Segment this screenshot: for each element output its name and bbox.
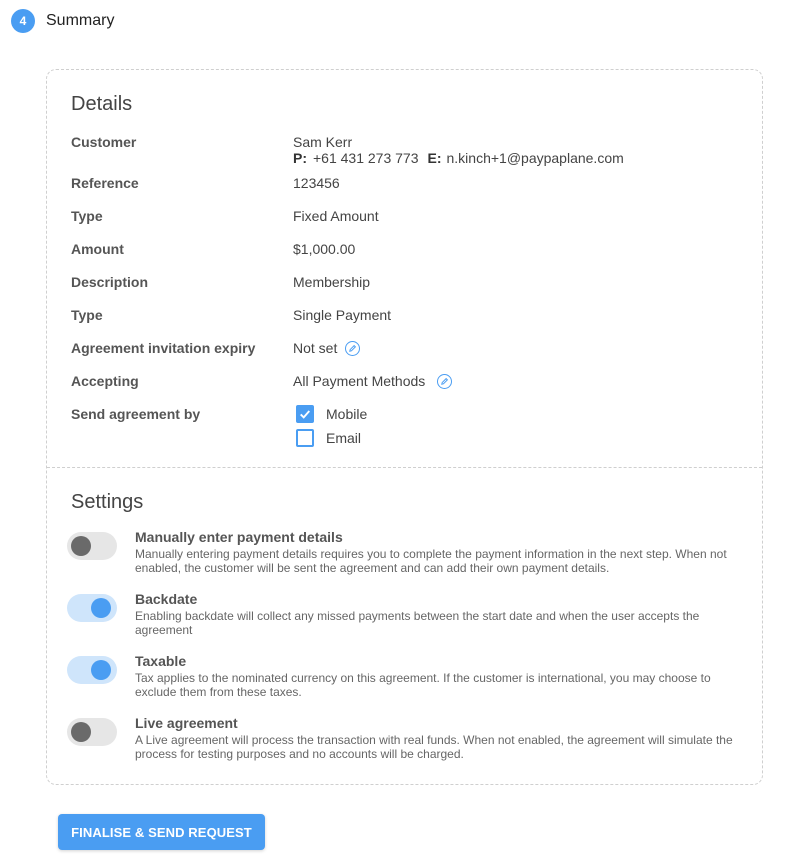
send-by-label: Send agreement by — [71, 406, 201, 422]
type-label: Type — [71, 208, 103, 224]
description-value: Membership — [293, 274, 371, 290]
step-number-badge: 4 — [11, 9, 35, 33]
toggle-knob — [91, 660, 111, 680]
email-label: E: — [427, 150, 442, 166]
reference-label: Reference — [71, 175, 139, 191]
customer-label: Customer — [71, 134, 137, 150]
step-header — [11, 9, 114, 33]
finalise-send-request-button[interactable]: FINALISE & SEND REQUEST — [58, 814, 265, 850]
customer-phone: +61 431 273 773 — [313, 150, 419, 166]
mobile-label: Mobile — [326, 406, 368, 422]
expiry-label: Agreement invitation expiry — [71, 340, 256, 356]
expiry-value: Not set — [293, 340, 338, 356]
live-agreement-toggle[interactable] — [67, 718, 117, 746]
setting-description: Tax applies to the nominated currency on this agreement. If the customer is international, you may choose to exclude them from these taxes. — [135, 671, 711, 699]
description-label: Description — [71, 274, 149, 290]
type-value: Fixed Amount — [293, 208, 379, 224]
details-title: Details — [71, 93, 133, 115]
email-checkbox[interactable] — [296, 429, 314, 447]
setting-title: Taxable — [135, 653, 187, 669]
send-by-email-option[interactable] — [296, 429, 361, 447]
setting-description: Enabling backdate will collect any missed payments between the start date and when the user accepts the agreement — [135, 609, 700, 637]
section-divider — [47, 467, 762, 468]
amount-label: Amount — [71, 241, 124, 257]
toggle-knob — [71, 722, 91, 742]
payment-type-label: Type — [71, 307, 103, 323]
accepting-row — [293, 373, 452, 389]
toggle-knob — [91, 598, 111, 618]
send-by-mobile-option[interactable] — [296, 405, 367, 423]
setting-title: Manually enter payment details — [135, 529, 343, 545]
reference-value: 123456 — [293, 175, 340, 191]
summary-card — [46, 69, 763, 785]
amount-value: $1,000.00 — [293, 241, 356, 257]
customer-name: Sam Kerr — [293, 134, 353, 150]
customer-email: n.kinch+1@paypaplane.com — [446, 150, 624, 166]
edit-expiry-pencil-icon[interactable] — [345, 341, 360, 356]
customer-contact — [293, 150, 624, 166]
manual-payment-toggle[interactable] — [67, 532, 117, 560]
step-title: Summary — [46, 12, 115, 29]
payment-type-value: Single Payment — [293, 307, 392, 323]
settings-title: Settings — [71, 491, 144, 513]
expiry-row — [293, 340, 360, 356]
phone-label: P: — [293, 150, 307, 166]
accepting-value: All Payment Methods — [293, 373, 426, 389]
accepting-label: Accepting — [71, 373, 139, 389]
checkmark-icon — [299, 408, 311, 420]
setting-title: Live agreement — [135, 715, 238, 731]
setting-title: Backdate — [135, 591, 198, 607]
mobile-checkbox[interactable] — [296, 405, 314, 423]
backdate-toggle[interactable] — [67, 594, 117, 622]
toggle-knob — [71, 536, 91, 556]
setting-description: A Live agreement will process the transaction with real funds. When not enabled, the agreement will simulate the process for testing purposes and no accounts will be charged. — [135, 733, 733, 761]
setting-description: Manually entering payment details requires you to complete the payment information in the next step. When not enabled, the customer will be sent the agreement and can add their own payment details. — [135, 547, 727, 575]
email-option-label: Email — [326, 430, 362, 446]
edit-accepting-pencil-icon[interactable] — [437, 374, 452, 389]
taxable-toggle[interactable] — [67, 656, 117, 684]
